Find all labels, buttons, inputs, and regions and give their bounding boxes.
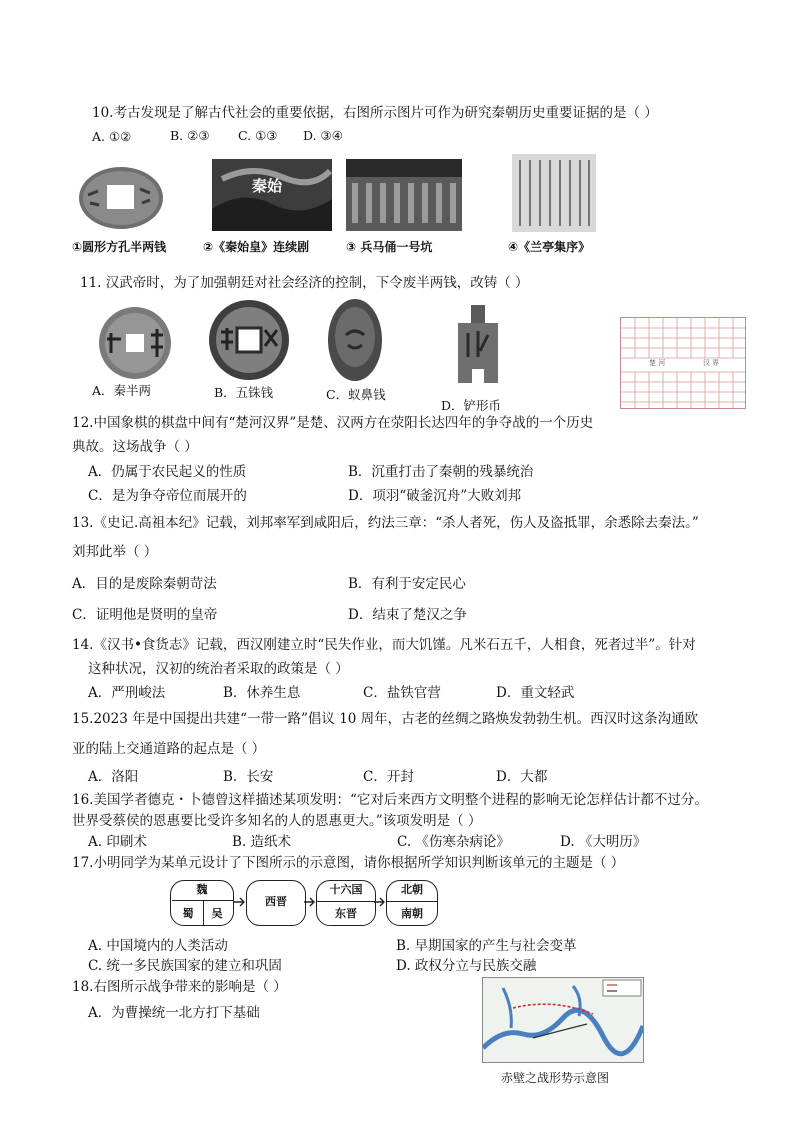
q17-option-c: C. 统一多民族国家的建立和巩固 (88, 958, 282, 974)
q14-stem-line1: 14.《汉书•食货志》记载，西汉刚建立时“民失作业，而大饥馑。凡米石五千，人相食，死者过半”。针对 (72, 637, 696, 653)
q11-option-c: C．蚁鼻钱 (326, 387, 386, 402)
q13-stem-line1: 13.《史记.高祖本纪》记载，刘邦率军到咸阳后，约法三章：“杀人者死，伤人及盗抵罪，余悉除去秦法。” (72, 515, 699, 531)
qin-banliang-coin-image (97, 305, 173, 381)
q12-option-d: D．项羽“破釜沉舟”大败刘邦 (348, 488, 522, 504)
board-label-chu: 楚 河 (649, 359, 666, 367)
board-label-han: 汉 界 (703, 359, 720, 367)
q15-stem-line2: 亚的陆上交通道路的起点是（ ） (72, 741, 266, 757)
half-liang-coin-image (76, 165, 166, 231)
label-dongjin: 东晋 (335, 907, 357, 920)
q14-option-d: D．重文轻武 (496, 685, 575, 701)
arrow-3 (374, 896, 386, 908)
q11-option-a: A．秦半两 (92, 383, 152, 398)
terracotta-pit-image (346, 159, 462, 231)
qin-shihuang-drama-image (212, 159, 332, 231)
caption-drama: ②《秦始皇》连续剧 (203, 240, 310, 254)
caption-terracotta: ③ 兵马俑一号坑 (346, 240, 433, 254)
chess-board-image (620, 317, 746, 409)
label-sixteen-kingdoms: 十六国 (329, 883, 363, 896)
q14-option-a: A．严刑峻法 (88, 685, 166, 701)
q13-stem-line2: 刘邦此举（ ） (72, 544, 158, 560)
caption-coin: ①圆形方孔半两钱 (72, 240, 167, 254)
spade-coin-image (452, 305, 504, 389)
q12-option-a: A．仍属于农民起义的性质 (88, 464, 247, 480)
arrow-2 (304, 896, 316, 908)
chibi-map-caption: 赤壁之战形势示意图 (501, 1071, 610, 1085)
q14-option-b: B．休养生息 (223, 685, 301, 701)
q10-option-c: C. ①③ (238, 128, 278, 143)
q10-option-d: D. ③④ (303, 128, 343, 143)
q12-stem-line2: 典故。这场战争（ ） (72, 439, 198, 455)
q13-option-c: C．证明他是贤明的皇帝 (72, 607, 218, 623)
drama-title-overlay: 秦始 (252, 177, 283, 195)
divider-v1 (203, 901, 204, 925)
q13-option-b: B．有利于安定民心 (348, 576, 466, 592)
q16-option-d: D. 《大明历》 (560, 834, 647, 850)
q17-stem: 17.小明同学为某单元设计了下图所示的示意图，请你根据所学知识判断该单元的主题是（ ） (72, 855, 625, 871)
q11-option-b: B．五铢钱 (214, 385, 274, 400)
dynasty-flow-diagram (170, 878, 440, 930)
wuzhu-coin-image (207, 298, 291, 382)
q11-option-d: D．铲形币 (441, 398, 502, 413)
q16-option-b: B. 造纸术 (232, 834, 292, 850)
label-wei: 魏 (196, 883, 208, 896)
q10-stem: 10.考古发现是了解古代社会的重要依据，右图所示图片可作为研究秦朝历史重要证据的是（ ） (92, 105, 658, 121)
q10-option-b: B. ②③ (170, 128, 210, 143)
q14-stem-line2: 这种状况，汉初的统治者采取的政策是（ ） (88, 661, 349, 677)
q17-option-d: D. 政权分立与民族交融 (396, 958, 537, 974)
chibi-battle-map-image (482, 977, 644, 1063)
lanting-preface-image (512, 154, 596, 232)
q12-stem-line1: 12.中国象棋的棋盘中间有“楚河汉界”是楚、汉两方在荥阳长达四年的争夺战的一个历史 (72, 415, 594, 431)
q18-option-a: A．为曹操统一北方打下基础 (88, 1005, 260, 1021)
q16-option-c: C. 《伤寒杂病论》 (397, 834, 510, 850)
label-nanchao: 南朝 (401, 907, 423, 920)
q13-option-d: D．结束了楚汉之争 (348, 607, 467, 623)
q15-option-c: C．开封 (363, 769, 414, 785)
q18-stem: 18.右图所示战争带来的影响是（ ） (72, 979, 287, 995)
label-shu: 蜀 (182, 907, 194, 920)
q16-stem-line2: 世界受蔡侯的恩惠要比受许多知名的人的恩惠更大。”该项发明是（ ） (72, 813, 482, 829)
q13-option-a: A．目的是废除秦朝苛法 (72, 576, 217, 592)
label-xijin: 西晋 (265, 895, 287, 908)
q14-option-c: C．盐铁官营 (363, 685, 441, 701)
q16-stem-line1: 16.美国学者德克・卜德曾这样描述某项发明：“它对后来西方文明整个进程的影响无论怎样估计都不过分。 (72, 792, 708, 808)
q10-option-a: A. ①② (92, 129, 132, 144)
divider-h2 (317, 901, 375, 902)
q12-option-b: B．沉重打击了秦朝的残暴统治 (348, 464, 534, 480)
q16-option-a: A. 印刷术 (88, 834, 147, 850)
q17-option-b: B. 早期国家的产生与社会变革 (396, 938, 577, 954)
q15-stem-line1: 15.2023 年是中国提出共建“一带一路”倡议 10 周年，古老的丝绸之路焕发勃勃生机。西汉时这条沟通欧 (72, 711, 699, 727)
q15-option-d: D．大都 (496, 769, 548, 785)
yibi-coin-image (326, 297, 384, 383)
label-beichao: 北朝 (401, 883, 423, 896)
q12-option-c: C．是为争夺帝位而展开的 (88, 488, 247, 504)
q15-option-b: B．长安 (223, 769, 274, 785)
arrow-1 (234, 896, 246, 908)
divider-h3 (387, 901, 437, 902)
q11-stem: 11. 汉武帝时，为了加强朝廷对社会经济的控制，下令废半两钱，改铸（ ） (80, 275, 529, 291)
q17-option-a: A. 中国境内的人类活动 (88, 938, 228, 954)
caption-lanting: ④《兰亭集序》 (508, 240, 591, 254)
label-wu: 吴 (211, 907, 223, 920)
q15-option-a: A．洛阳 (88, 769, 139, 785)
